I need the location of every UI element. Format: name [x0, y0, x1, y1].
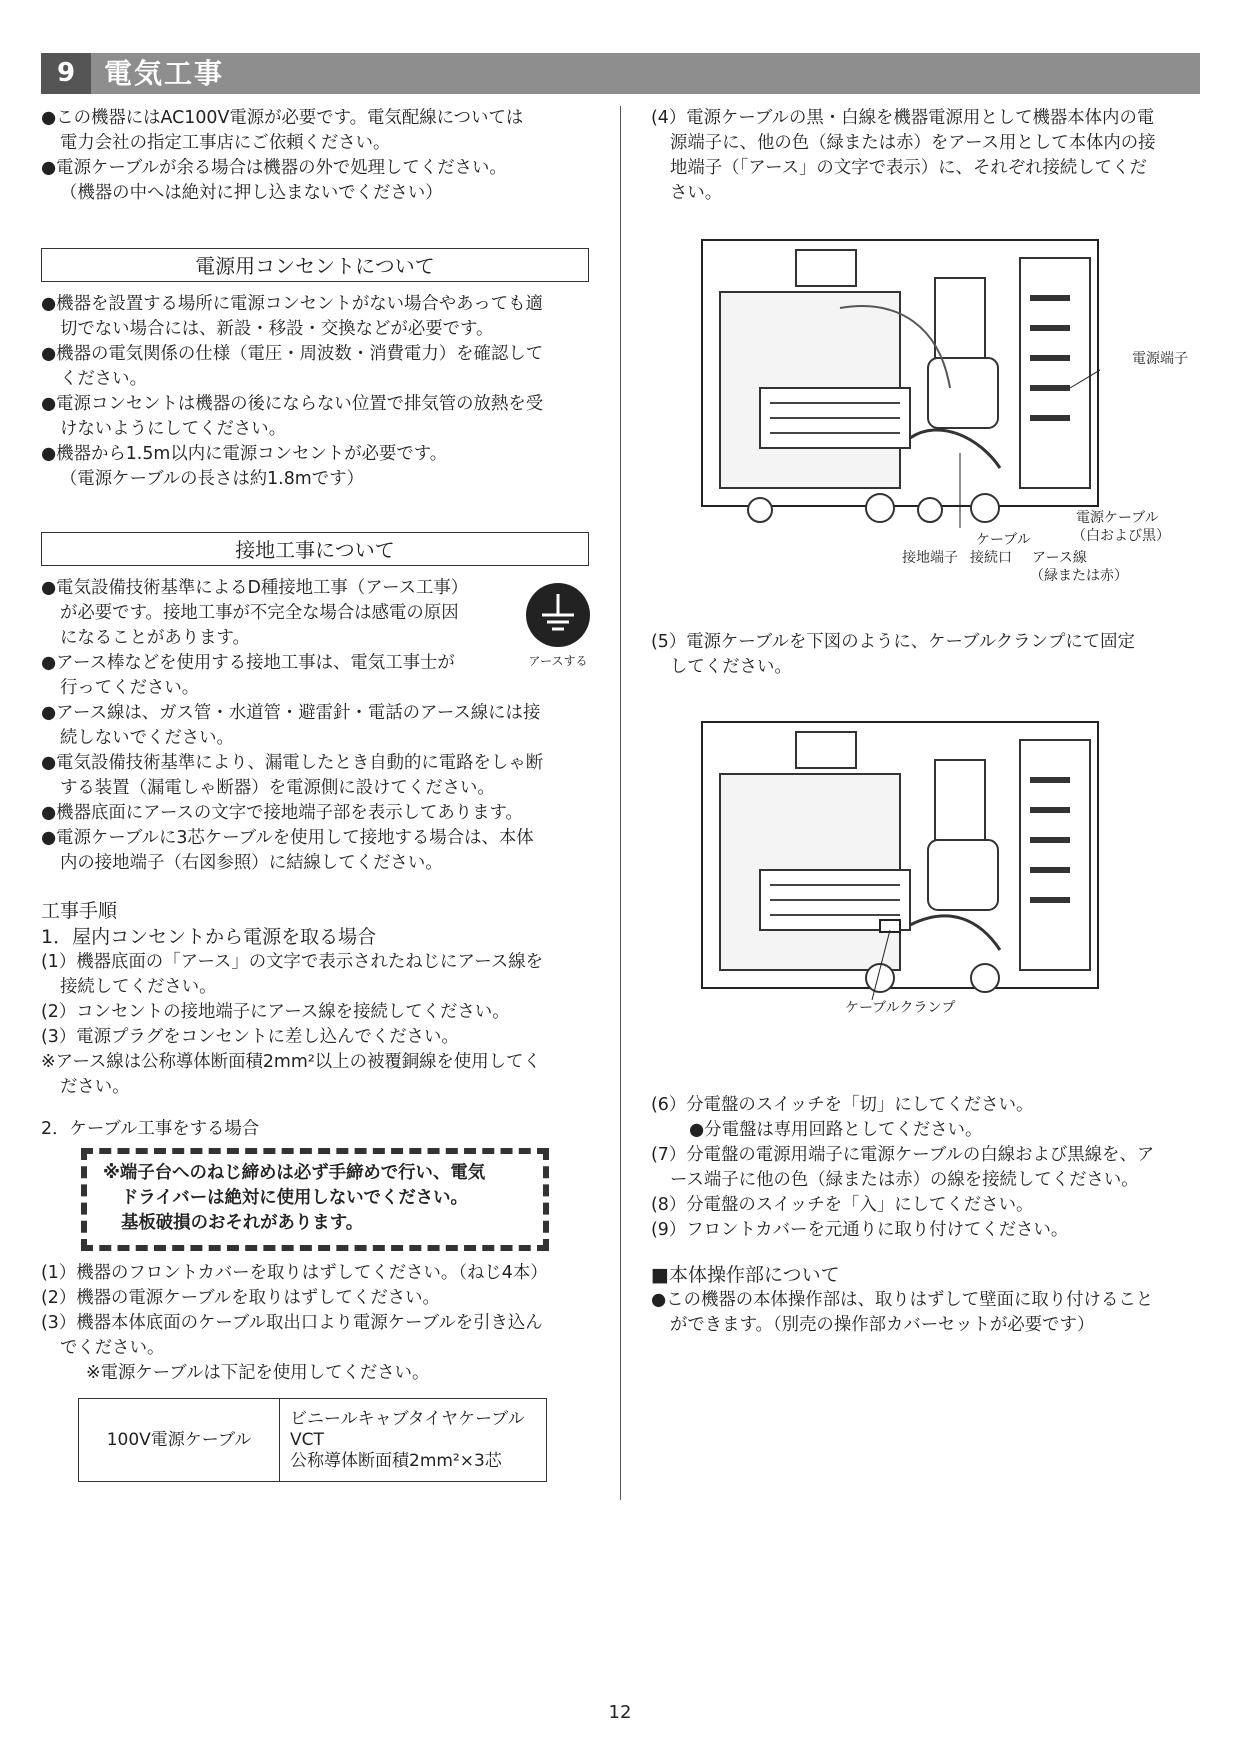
warning-line: ※端子台へのねじ締めは必ず手締めで行い、電気 — [103, 1163, 486, 1183]
case2-line: (3）機器本体底面のケーブル取出口より電源ケーブルを引き込ん — [41, 1313, 543, 1333]
case2-block — [41, 1261, 596, 1386]
case2-line: でください。 — [60, 1338, 165, 1358]
cable-spec-label: 100V電源ケーブル — [79, 1399, 280, 1482]
case1-line: (3）電源プラグをコンセントに差し込んでください。 — [41, 1027, 459, 1047]
outlet-line: ●電源コンセントは機器の後にならない位置で排気管の放熱を受 — [41, 394, 544, 414]
cable-spec-line: 公称導体断面積2mm²×3芯 — [290, 1450, 502, 1471]
ground-line: になることがあります。 — [60, 628, 250, 648]
intro-line: ●この機器にはAC100V電源が必要です。電気配線については — [41, 108, 524, 128]
ground-line: ●アース線は、ガス管・水道管・避雷針・電話のアース線には接 — [41, 703, 541, 723]
power-cable-label: 電源ケーブル — [1076, 510, 1159, 526]
ground-line: 続しないでください。 — [60, 728, 234, 748]
case2-line: ※電源ケーブルは下記を使用してください。 — [86, 1363, 430, 1383]
outlet-heading: 電源用コンセントについて — [41, 248, 589, 282]
case2-heading: 2．ケーブル工事をする場合 — [41, 1119, 260, 1139]
column-divider — [620, 106, 621, 1500]
power-cable-sub-label: （白および黒） — [1072, 528, 1170, 544]
outlet-line: 切でない場合には、新設・移設・交換などが必要です。 — [60, 319, 494, 339]
procedure-heading: 工事手順 — [41, 900, 118, 922]
step5-line: (5）電源ケーブルを下図のように、ケーブルクランプにて固定 — [651, 632, 1135, 652]
case1-heading: 1．屋内コンセントから電源を取る場合 — [41, 926, 377, 948]
ground-line: ●電源ケーブルに3芯ケーブルを使用して接地する場合は、本体 — [41, 828, 534, 848]
outlet-line: ●機器を設置する場所に電源コンセントがない場合やあっても適 — [41, 294, 543, 314]
case1-block — [41, 950, 596, 1100]
step-line: (9）フロントカバーを元通りに取り付けてください。 — [651, 1220, 1069, 1240]
step5-line: してください。 — [670, 657, 792, 677]
right-column — [651, 106, 1203, 206]
page-number: 12 — [608, 1702, 632, 1723]
control-line: ができます。（別売の操作部カバーセットが必要です） — [670, 1315, 1095, 1335]
step4-line: さい。 — [670, 183, 723, 203]
cable-spec-values — [280, 1399, 547, 1482]
intro-line: 電力会社の指定工事店にご依頼ください。 — [60, 133, 391, 153]
earth-wire-label: アース線 — [1032, 550, 1087, 566]
ground-heading: 接地工事について — [41, 532, 589, 566]
intro-line: ●電源ケーブルが余る場合は機器の外で処理してください。 — [41, 158, 507, 178]
cable-clamp-label: ケーブルクランプ — [845, 1000, 956, 1016]
warning-line: ドライバーは絶対に使用しないでください。 — [121, 1188, 468, 1208]
intro-line: （機器の中へは絶対に押し込まないでください） — [60, 183, 443, 203]
step4-block — [651, 106, 1203, 206]
ground-line: ●機器底面にアースの文字で接地端子部を表示してあります。 — [41, 803, 523, 823]
step-line: ース端子に他の色（緑または赤）の線を接続してください。 — [670, 1170, 1139, 1190]
steps-6-9-block — [651, 1093, 1154, 1243]
outlet-line: ください。 — [60, 369, 147, 389]
case1-line: (2）コンセントの接地端子にアース線を接続してください。 — [41, 1002, 510, 1022]
outlet-line: ●機器から1.5m以内に電源コンセントが必要です。 — [41, 444, 448, 464]
step-line: (8）分電盤のスイッチを「入」にしてください。 — [651, 1195, 1034, 1215]
ground-line: 内の接地端子（右図参照）に結線してください。 — [60, 853, 443, 873]
case1-line: ださい。 — [60, 1077, 130, 1097]
earth-ground-icon — [525, 582, 591, 672]
step5-block — [651, 630, 1135, 680]
ground-line: する装置（漏電しゃ断器）を電源側に設けてください。 — [60, 778, 495, 798]
ground-line: が必要です。接地工事が不完全な場合は感電の原因 — [60, 603, 459, 623]
control-line: ●この機器の本体操作部は、取りはずして壁面に取り付けること — [651, 1290, 1154, 1310]
ground-line: ●アース棒などを使用する接地工事は、電気工事士が — [41, 653, 455, 673]
step-line: (6）分電盤のスイッチを「切」にしてください。 — [651, 1095, 1034, 1115]
outlet-line: ●機器の電気関係の仕様（電圧・周波数・消費電力）を確認して — [41, 344, 544, 364]
cable-spec-table — [78, 1398, 547, 1482]
wiring-figure-1 — [700, 238, 1200, 598]
warning-line: 基板破損のおそれがあります。 — [121, 1213, 364, 1233]
unit-interior-drawing-2 — [700, 720, 1100, 1000]
ground-block — [41, 576, 596, 876]
step4-line: (4）電源ケーブルの黒・白線を機器電源用として機器本体内の電 — [651, 108, 1155, 128]
cable-spec-line: VCT — [290, 1429, 324, 1450]
case1-line: ※アース線は公称導体断面積2mm²以上の被覆銅線を使用してく — [41, 1052, 541, 1072]
case1-line: (1）機器底面の「アース」の文字で表示されたねじにアース線を — [41, 952, 544, 972]
control-heading: ■本体操作部について — [651, 1264, 840, 1286]
outlet-line: けないようにしてください。 — [60, 419, 287, 439]
warning-box — [81, 1148, 549, 1251]
earth-wire-sub-label: （緑または赤） — [1030, 568, 1128, 584]
case1-line: 接続してください。 — [60, 977, 217, 997]
cable-spec-line: ビニールキャブタイヤケーブル — [290, 1408, 525, 1429]
wiring-figure-2 — [700, 720, 1120, 1050]
power-terminal-label: 電源端子 — [1132, 351, 1188, 367]
cable-port-label-1: ケーブル — [976, 532, 1031, 548]
ground-line: 行ってください。 — [60, 678, 200, 698]
section-title: 電気工事 — [104, 57, 225, 90]
step-line: ●分電盤は専用回路としてください。 — [689, 1120, 983, 1140]
outlet-block — [41, 292, 596, 492]
case2-line: (1）機器のフロントカバーを取りはずしてください。（ねじ4本） — [41, 1263, 548, 1283]
step4-line: 地端子（「アース」の文字で表示）に、それぞれ接続してくだ — [670, 158, 1147, 178]
cable-port-label-2: 接続口 — [970, 550, 1012, 566]
section-number: 9 — [41, 53, 91, 94]
ground-line: ●電気設備技術基準によるD種接地工事（アース工事） — [41, 578, 469, 598]
earth-icon-label: アースする — [528, 654, 588, 668]
control-section — [651, 1262, 1153, 1338]
intro-block — [41, 106, 596, 206]
ground-line: ●電気設備技術基準により、漏電したとき自動的に電路をしゃ断 — [41, 753, 544, 773]
left-column — [41, 106, 596, 1482]
ground-terminal-label: 接地端子 — [902, 550, 958, 566]
outlet-line: （電源ケーブルの長さは約1.8mです） — [60, 469, 364, 489]
step4-line: 源端子に、他の色（緑または赤）をアース用として本体内の接 — [670, 133, 1156, 153]
step-line: (7）分電盤の電源用端子に電源ケーブルの白線および黒線を、ア — [651, 1145, 1155, 1165]
case2-line: (2）機器の電源ケーブルを取りはずしてください。 — [41, 1288, 440, 1308]
unit-interior-drawing-1 — [700, 238, 1100, 528]
